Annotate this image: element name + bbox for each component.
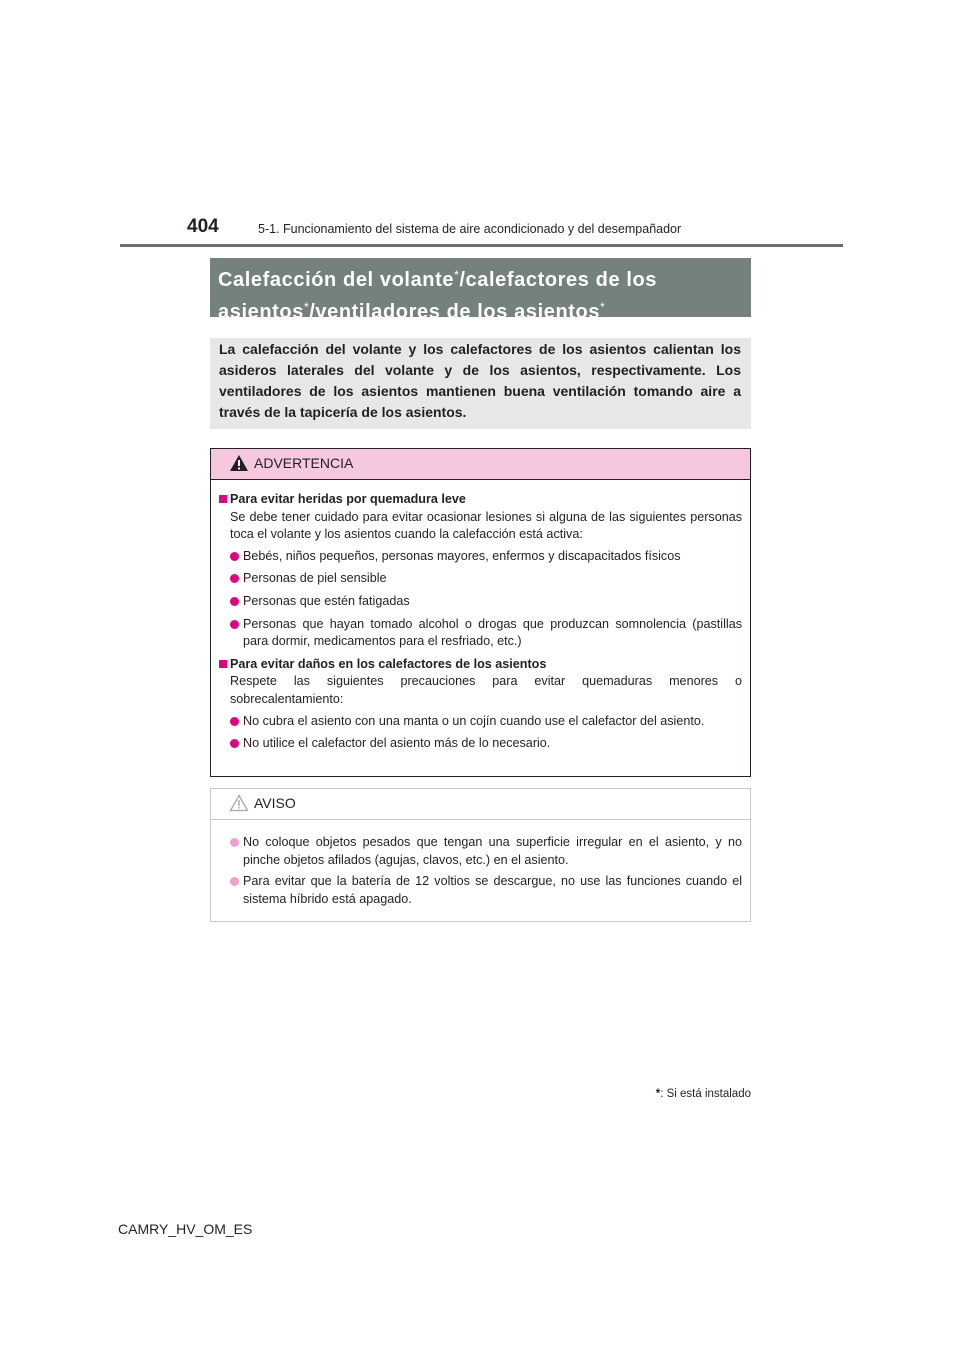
list-item: [219, 713, 742, 731]
title-part-2: /calefactores de los: [459, 269, 658, 291]
intro-box: La calefacción del volante y los calefactores de los asientos calientan los asideros laterales del volante y de los asientos, respectivamente. Los ventiladores de los asientos mantienen buena ventilación tomando aire a través de la tapicería de los asientos.: [210, 338, 751, 429]
title-asterisk-2: *: [303, 300, 310, 314]
list-item-text: Bebés, niños pequeños, personas mayores, enfermos y discapacitados físicos: [243, 548, 681, 563]
bullet-dot-icon: [230, 838, 239, 847]
warning-triangle-icon: [229, 454, 249, 472]
warning-paragraph: Respete las siguientes precauciones para evitar quemaduras menores o sobrecalentamiento:: [230, 674, 742, 706]
warning-section-title: [219, 491, 742, 509]
warning-paragraph: Se debe tener cuidado para evitar ocasionar lesiones si alguna de las siguientes personas toca el volante y los asientos cuando la calefacción está activa:: [230, 509, 742, 542]
notice-header: [211, 789, 750, 820]
warning-box: [210, 448, 751, 777]
section-reference: 5-1. Funcionamiento del sistema de aire acondicionado y del desempañador: [258, 222, 682, 236]
list-item: [219, 570, 742, 588]
header-rule: [120, 244, 843, 247]
title-part-4: /ventiladores de los asientos: [309, 301, 601, 323]
footnote-text: : Si está instalado: [660, 1088, 751, 1100]
title-asterisk-1: *: [454, 268, 460, 282]
list-item-text: Personas que estén fatigadas: [243, 593, 410, 608]
bullet-dot-icon: [230, 739, 239, 748]
notice-label: AVISO: [254, 795, 296, 811]
document-code: CAMRY_HV_OM_ES: [118, 1221, 253, 1237]
footnote-asterisk: *: [655, 1088, 661, 1100]
warning-label: ADVERTENCIA: [254, 455, 354, 471]
list-item-text: Personas que hayan tomado alcohol o drogas que produzcan somnolencia (pastillas para dormir, medicamentos para el resfriado, etc.): [243, 616, 742, 649]
bullet-dot-icon: [230, 620, 239, 629]
caution-triangle-outline-icon: [229, 794, 249, 812]
square-bullet-icon: [219, 495, 227, 503]
bullet-dot-icon: [230, 552, 239, 561]
list-item-text: No cubra el asiento con una manta o un cojín cuando use el calefactor del asiento.: [243, 713, 705, 728]
list-item-text: Personas de piel sensible: [243, 571, 387, 586]
warning-header: [211, 449, 750, 480]
footnote: [644, 1088, 751, 1100]
warning-content: [211, 480, 750, 753]
notice-content: [211, 820, 750, 908]
list-item: [219, 616, 742, 651]
bullet-dot-icon: [230, 574, 239, 583]
list-item-text: No utilice el calefactor del asiento más de lo necesario.: [243, 736, 551, 751]
warning-section-title: [219, 656, 742, 674]
notice-box: [210, 788, 751, 922]
list-item: [219, 593, 742, 611]
title-asterisk-3: *: [600, 300, 606, 314]
list-item: [219, 834, 742, 869]
square-bullet-icon: [219, 660, 227, 668]
warning-section-title-text: Para evitar heridas por quemadura leve: [230, 492, 466, 506]
bullet-dot-icon: [230, 717, 239, 726]
list-item: [219, 735, 742, 753]
bullet-dot-icon: [230, 877, 239, 886]
list-item-text: No coloque objetos pesados que tengan una superficie irregular en el asiento, y no pinche objetos afilados (agujas, clavos, etc.) en el asiento.: [243, 835, 742, 867]
list-item: [219, 873, 742, 908]
warning-section-title-text: Para evitar daños en los calefactores de los asientos: [230, 656, 547, 671]
bullet-dot-icon: [230, 597, 239, 606]
title-part-1: Calefacción del volante: [218, 269, 455, 291]
list-item: [219, 548, 742, 566]
page-number: 404: [187, 216, 219, 237]
section-title: [210, 258, 751, 323]
list-item-text: Para evitar que la batería de 12 voltios se descargue, no use las funciones cuando el sistema híbrido está apagado.: [243, 874, 742, 906]
title-part-3: asientos: [218, 301, 304, 323]
